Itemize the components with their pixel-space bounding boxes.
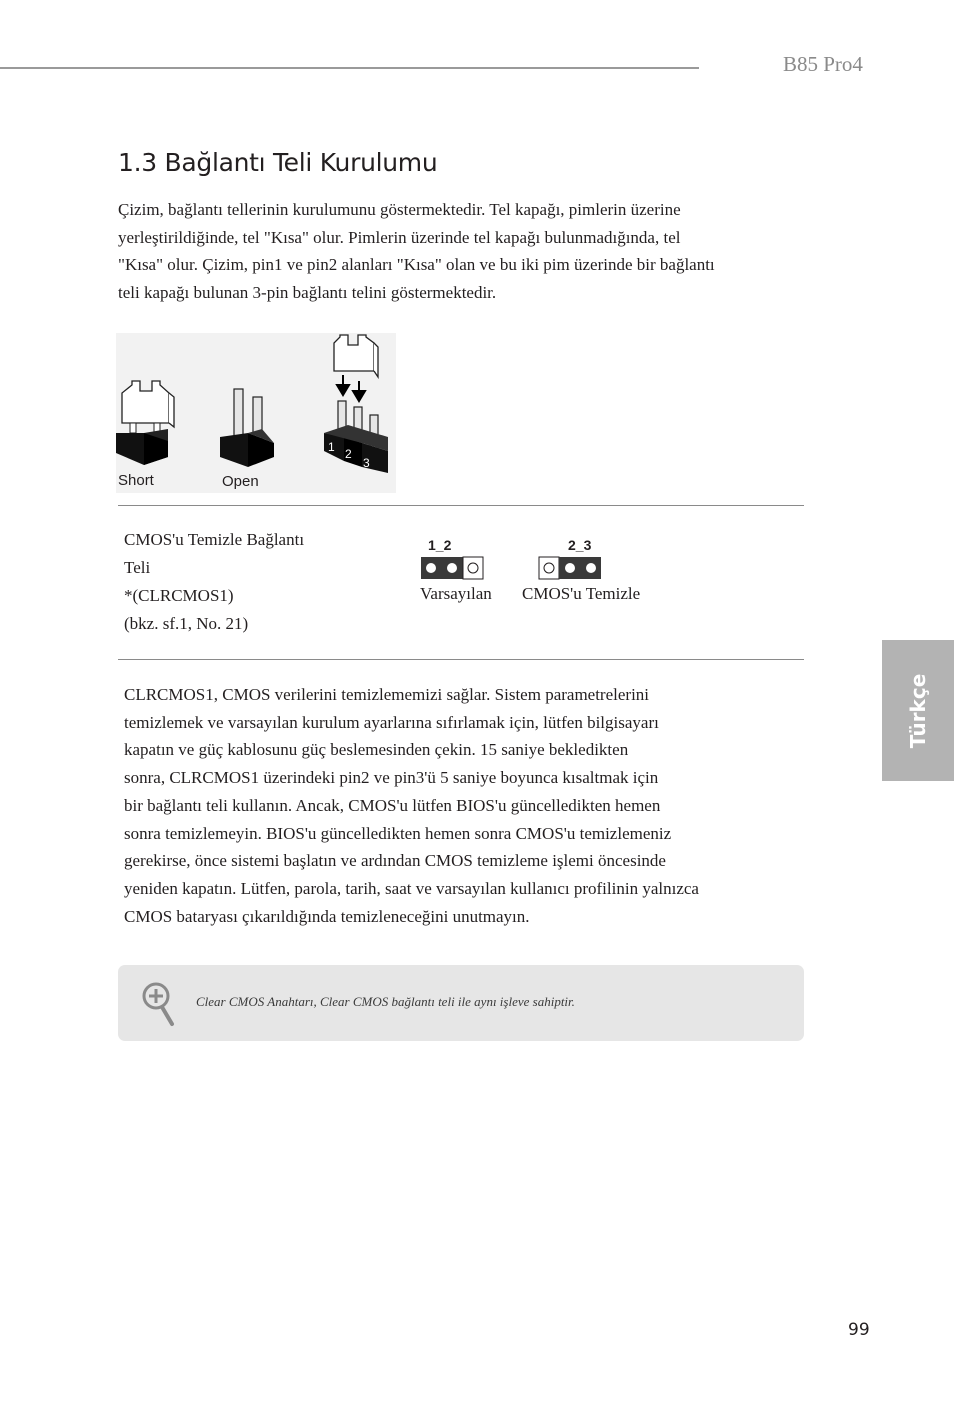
- note-box: [118, 965, 804, 1041]
- jumper-illustration: [116, 333, 396, 493]
- note-text: Clear CMOS Anahtarı, Clear CMOS bağlantı teli ile aynı işleve sahiptir.: [196, 994, 575, 1009]
- body-paragraph: [124, 681, 774, 930]
- body-line: gerekirse, önce sistemi başlatın ve ardından CMOS temizleme işlemi öncesinde: [124, 851, 666, 871]
- three-pin-jumper: [324, 335, 388, 473]
- short-label: Short: [118, 472, 154, 489]
- jumper-clear-setting: [538, 535, 602, 581]
- jumper-pins-label: 2_3: [568, 537, 592, 553]
- table-bottom-rule: [118, 659, 804, 660]
- jumper-description-line: Teli: [124, 558, 151, 577]
- pin-number: 1: [328, 440, 335, 454]
- body-line: bir bağlantı teli kullanın. Ancak, CMOS'u lütfen BIOS'u güncelledikten hemen: [124, 795, 661, 815]
- table-top-rule: [118, 505, 804, 506]
- page-number: 99: [848, 1320, 870, 1340]
- intro-paragraph: [118, 196, 768, 307]
- body-line: sonra temizlemeyin. BIOS'u güncelledikten hemen sonra CMOS'u temizlemeniz: [124, 823, 672, 843]
- jumper-description-line: (bkz. sf.1, No. 21): [124, 614, 249, 633]
- body-line: CLRCMOS1, CMOS verilerini temizlememizi sağlar. Sistem parametrelerini: [124, 685, 650, 704]
- jumper-2-3-diagram: [538, 535, 602, 581]
- clear-caption: CMOS'u Temizle: [522, 584, 641, 603]
- default-caption: Varsayılan: [420, 584, 492, 603]
- section-title: 1.3 Bağlantı Teli Kurulumu: [118, 148, 438, 177]
- open-jumper: [220, 389, 274, 467]
- body-line: temizlemek ve varsayılan kurulum ayarlarına sıfırlamak için, lütfen bilgisayarı: [124, 712, 659, 732]
- pin-number: 2: [345, 447, 352, 461]
- jumper-description-line: CMOS'u Temizle Bağlantı: [124, 530, 305, 549]
- intro-line: "Kısa" olur. Çizim, pin1 ve pin2 alanları "Kısa" olan ve bu iki pim üzerinde bir bağlantı: [118, 255, 715, 275]
- jumper-pins-label: 1_2: [428, 537, 452, 553]
- jumper-description: [124, 526, 304, 638]
- body-line: kapatın ve güç kablosunu güç beslemesinden çekin. 15 saniye bekledikten: [124, 740, 629, 760]
- pin-number: 3: [363, 456, 370, 470]
- language-tab-label: Türkçe: [906, 673, 930, 748]
- intro-line: yerleştirildiğinde, tel "Kısa" olur. Pimlerin üzerinde tel kapağı bulunmadığında, tel: [118, 227, 681, 247]
- model-name: B85 Pro4: [783, 52, 863, 76]
- jumper-description-line: *(CLRCMOS1): [124, 586, 234, 605]
- jumper-diagram: [116, 333, 396, 493]
- intro-line: Çizim, bağlantı tellerinin kurulumunu göstermektedir. Tel kapağı, pimlerin üzerine: [118, 200, 681, 219]
- intro-line: teli kapağı bulunan 3-pin bağlantı telini göstermektedir.: [118, 283, 497, 303]
- body-line: yeniden kapatın. Lütfen, parola, tarih, saat ve varsayılan kullanıcı profilinin yalnızca: [124, 878, 699, 898]
- header-rule: [0, 67, 699, 69]
- open-label: Open: [222, 473, 259, 490]
- language-tab: [882, 640, 954, 781]
- short-jumper: [116, 381, 174, 465]
- body-line: sonra, CLRCMOS1 üzerindeki pin2 ve pin3'ü 5 saniye boyunca kısaltmak için: [124, 768, 659, 788]
- jumper-default-setting: [420, 535, 484, 581]
- jumper-1-2-diagram: [420, 535, 484, 581]
- magnifier-plus-icon: [140, 980, 180, 1028]
- body-line: CMOS bataryası çıkarıldığında temizleneceğini unutmayın.: [124, 906, 530, 926]
